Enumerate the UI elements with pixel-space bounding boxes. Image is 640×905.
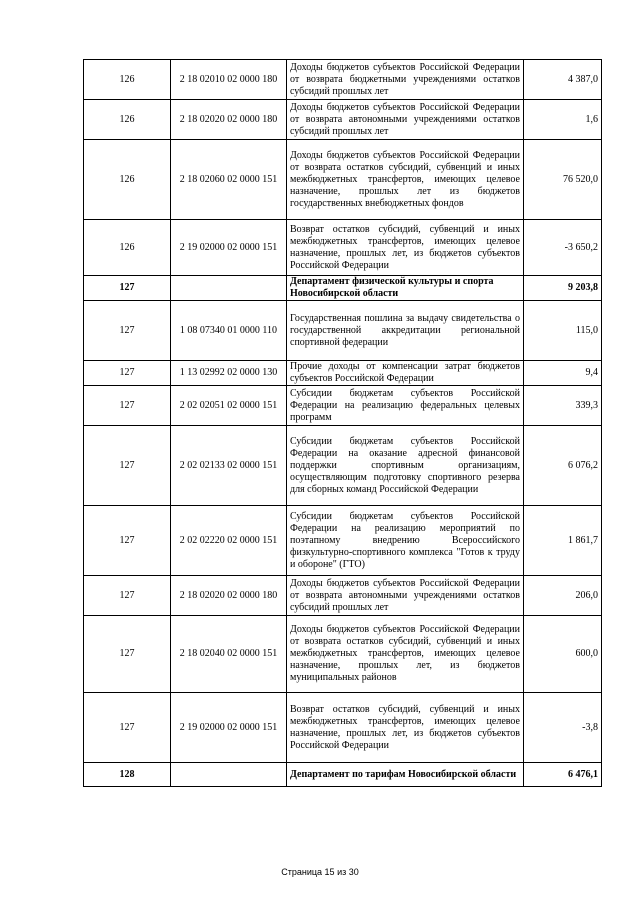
amount-cell: 9,4: [524, 361, 602, 386]
admin-code-cell: 126: [84, 220, 171, 276]
table-row: [84, 616, 602, 693]
revenue-code-cell: 1 08 07340 01 0000 110: [171, 301, 287, 361]
amount-cell: 4 387,0: [524, 60, 602, 100]
revenue-name-cell: Прочие доходы от компенсации затрат бюджетов субъектов Российской Федерации: [287, 361, 524, 386]
revenue-name-cell: Возврат остатков субсидий, субвенций и иных межбюджетных трансфертов, имеющих целевое назначение, прошлых лет, из бюджетов субъектов Российской Федерации: [287, 693, 524, 763]
page-number: Страница 15 из 30: [281, 867, 359, 877]
amount-cell: -3,8: [524, 693, 602, 763]
revenue-code-cell: 1 13 02992 02 0000 130: [171, 361, 287, 386]
admin-code-cell: 127: [84, 616, 171, 693]
admin-code-cell: 126: [84, 60, 171, 100]
amount-cell: 206,0: [524, 576, 602, 616]
admin-code-cell: 126: [84, 140, 171, 220]
table-row: [84, 506, 602, 576]
revenue-code-cell: 2 18 02020 02 0000 180: [171, 100, 287, 140]
amount-cell: 600,0: [524, 616, 602, 693]
department-row: [84, 276, 602, 301]
amount-cell: 76 520,0: [524, 140, 602, 220]
amount-cell: 6 076,2: [524, 426, 602, 506]
table-row: [84, 140, 602, 220]
admin-code-cell: 128: [84, 763, 171, 787]
amount-cell: 1,6: [524, 100, 602, 140]
revenue-code-cell: [171, 763, 287, 787]
admin-code-cell: 127: [84, 426, 171, 506]
table-row: [84, 361, 602, 386]
table-row: [84, 426, 602, 506]
amount-cell: 1 861,7: [524, 506, 602, 576]
revenue-code-cell: 2 19 02000 02 0000 151: [171, 693, 287, 763]
table-row: [84, 100, 602, 140]
amount-cell: 115,0: [524, 301, 602, 361]
revenue-name-cell: Доходы бюджетов субъектов Российской Федерации от возврата остатков субсидий, субвенций и иных межбюджетных трансфертов, имеющих целевое назначение, прошлых лет, из бюджетов муниципальных районов: [287, 616, 524, 693]
admin-code-cell: 127: [84, 276, 171, 301]
admin-code-cell: 127: [84, 506, 171, 576]
table-row: [84, 301, 602, 361]
table-row: [84, 693, 602, 763]
amount-cell: 339,3: [524, 386, 602, 426]
admin-code-cell: 127: [84, 301, 171, 361]
revenue-table: [83, 59, 602, 787]
admin-code-cell: 127: [84, 576, 171, 616]
revenue-name-cell: Доходы бюджетов субъектов Российской Федерации от возврата бюджетными учреждениями остатков субсидий прошлых лет: [287, 60, 524, 100]
revenue-name-cell: Субсидии бюджетам субъектов Российской Федерации на реализацию федеральных целевых программ: [287, 386, 524, 426]
revenue-name-cell: Субсидии бюджетам субъектов Российской Федерации на оказание адресной финансовой поддержки спортивным организациям, осуществляющим подготовку спортивного резерва для сборных команд Российской Федерации: [287, 426, 524, 506]
admin-code-cell: 127: [84, 361, 171, 386]
table-row: [84, 220, 602, 276]
amount-cell: 6 476,1: [524, 763, 602, 787]
revenue-code-cell: 2 19 02000 02 0000 151: [171, 220, 287, 276]
department-row: [84, 763, 602, 787]
revenue-name-cell: Доходы бюджетов субъектов Российской Федерации от возврата автономными учреждениями остатков субсидий прошлых лет: [287, 576, 524, 616]
admin-code-cell: 126: [84, 100, 171, 140]
table-row: [84, 576, 602, 616]
revenue-code-cell: 2 18 02040 02 0000 151: [171, 616, 287, 693]
revenue-code-cell: 2 02 02220 02 0000 151: [171, 506, 287, 576]
amount-cell: -3 650,2: [524, 220, 602, 276]
revenue-code-cell: 2 18 02020 02 0000 180: [171, 576, 287, 616]
admin-code-cell: 127: [84, 693, 171, 763]
revenue-name-cell: Департамент физической культуры и спорта Новосибирской области: [287, 276, 524, 301]
revenue-name-cell: Субсидии бюджетам субъектов Российской Федерации на реализацию мероприятий по поэтапному внедрению Всероссийского физкультурно-спортивного комплекса "Готов к труду и обороне" (ГТО): [287, 506, 524, 576]
revenue-code-cell: 2 18 02060 02 0000 151: [171, 140, 287, 220]
table-row: [84, 60, 602, 100]
table-row: [84, 386, 602, 426]
revenue-name-cell: Государственная пошлина за выдачу свидетельства о государственной аккредитации региональной спортивной федерации: [287, 301, 524, 361]
revenue-name-cell: Департамент по тарифам Новосибирской области: [287, 763, 524, 787]
revenue-code-cell: 2 18 02010 02 0000 180: [171, 60, 287, 100]
admin-code-cell: 127: [84, 386, 171, 426]
revenue-name-cell: Доходы бюджетов субъектов Российской Федерации от возврата остатков субсидий, субвенций и иных межбюджетных трансфертов, имеющих целевое назначение, прошлых лет из бюджетов государственных внебюджетных фондов: [287, 140, 524, 220]
revenue-code-cell: 2 02 02133 02 0000 151: [171, 426, 287, 506]
revenue-name-cell: Доходы бюджетов субъектов Российской Федерации от возврата автономными учреждениями остатков субсидий прошлых лет: [287, 100, 524, 140]
revenue-code-cell: 2 02 02051 02 0000 151: [171, 386, 287, 426]
amount-cell: 9 203,8: [524, 276, 602, 301]
revenue-name-cell: Возврат остатков субсидий, субвенций и иных межбюджетных трансфертов, имеющих целевое назначение, прошлых лет, из бюджетов субъектов Российской Федерации: [287, 220, 524, 276]
revenue-code-cell: [171, 276, 287, 301]
